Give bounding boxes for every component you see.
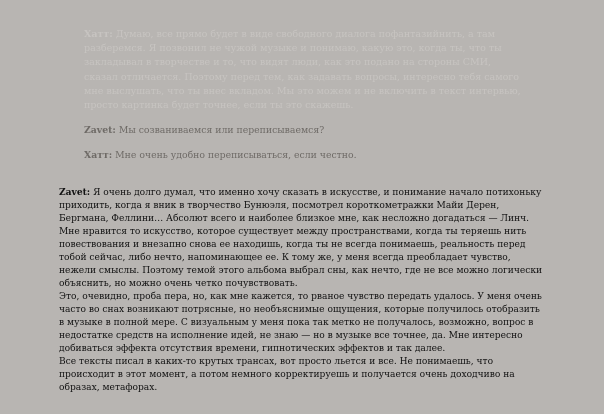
answer-speaker: Хатт: bbox=[84, 150, 113, 161]
faded-paragraph bbox=[84, 28, 524, 113]
main-paragraph-1 bbox=[59, 186, 547, 291]
faded-text: Думаю, все прямо будет в виде свободного диалога пофантазийнить, а там разберемся. Я позвонил не чужой музыке и понимаю, какую это, когда ты, что ты закладывал в творчестве и то, что видят люди, как это подано на стороны СМИ, сказал отличается. Поэтому перед тем, как задавать вопросы, интересно тебя самого мне выслушать, что ты внес вкладом. Мы это можем и не включить в текст интервью, просто картинка будет точнее, если ты это скажешь. bbox=[84, 29, 521, 112]
question-text: Мы созваниваемся или переписываемся? bbox=[115, 125, 325, 136]
faded-speaker: Хатт: bbox=[84, 29, 113, 40]
main-speaker: Zavet: bbox=[59, 187, 91, 198]
answer-line bbox=[84, 150, 357, 161]
main-paragraph-2: Это, очевидно, проба пера, но, как мне кажется, то рваное чувство передать удалось. У меня очень часто во снах возникают потрясные, но необъяснимые ощущения, которые получилось отобразить в музыке в полной мере. С визуальным у меня пока так метко не получалось, возможно, вопрос в недостатке средств на исполнение идей, не знаю — но в музыке все точнее, да. Мне интересно добиваться эффекта отсутствия времени, гипнотических эффектов и так далее. bbox=[59, 292, 542, 354]
question-speaker: Zavet: bbox=[84, 125, 116, 136]
main-text-1: Я очень долго думал, что именно хочу сказать в искусстве, и понимание начало потихоньку приходить, когда я вник в творчество Бунюэля, посмотрел короткометражки Майи Дерен, Бергмана, Феллини… Абсолют всего и наиболее близкое мне, как несложно догадаться — Линч. Мне нравится то искусство, которое существует между пространствами, когда ты теряешь нить повествования и внезапно снова ее находишь, когда ты не всегда понимаешь, реальность перед тобой сейчас, либо нечто, напоминающее ее. К тому же, у меня всегда преобладает чувство, нежели смыслы. Поэтому темой этого альбома выбрал сны, как нечто, где не все можно логически объяснить, но можно очень четко почувствовать. bbox=[59, 188, 543, 289]
question-line bbox=[84, 125, 324, 136]
main-answer bbox=[59, 186, 547, 395]
main-paragraph-3: Все тексты писал в каких-то крутых трансах, вот просто льется и все. Не понимаешь, что происходит в этот момент, а потом немного корректируешь и получается очень доходчиво на образах, метафорах. bbox=[59, 357, 515, 393]
answer-text: Мне очень удобно переписываться, если честно. bbox=[112, 150, 357, 161]
